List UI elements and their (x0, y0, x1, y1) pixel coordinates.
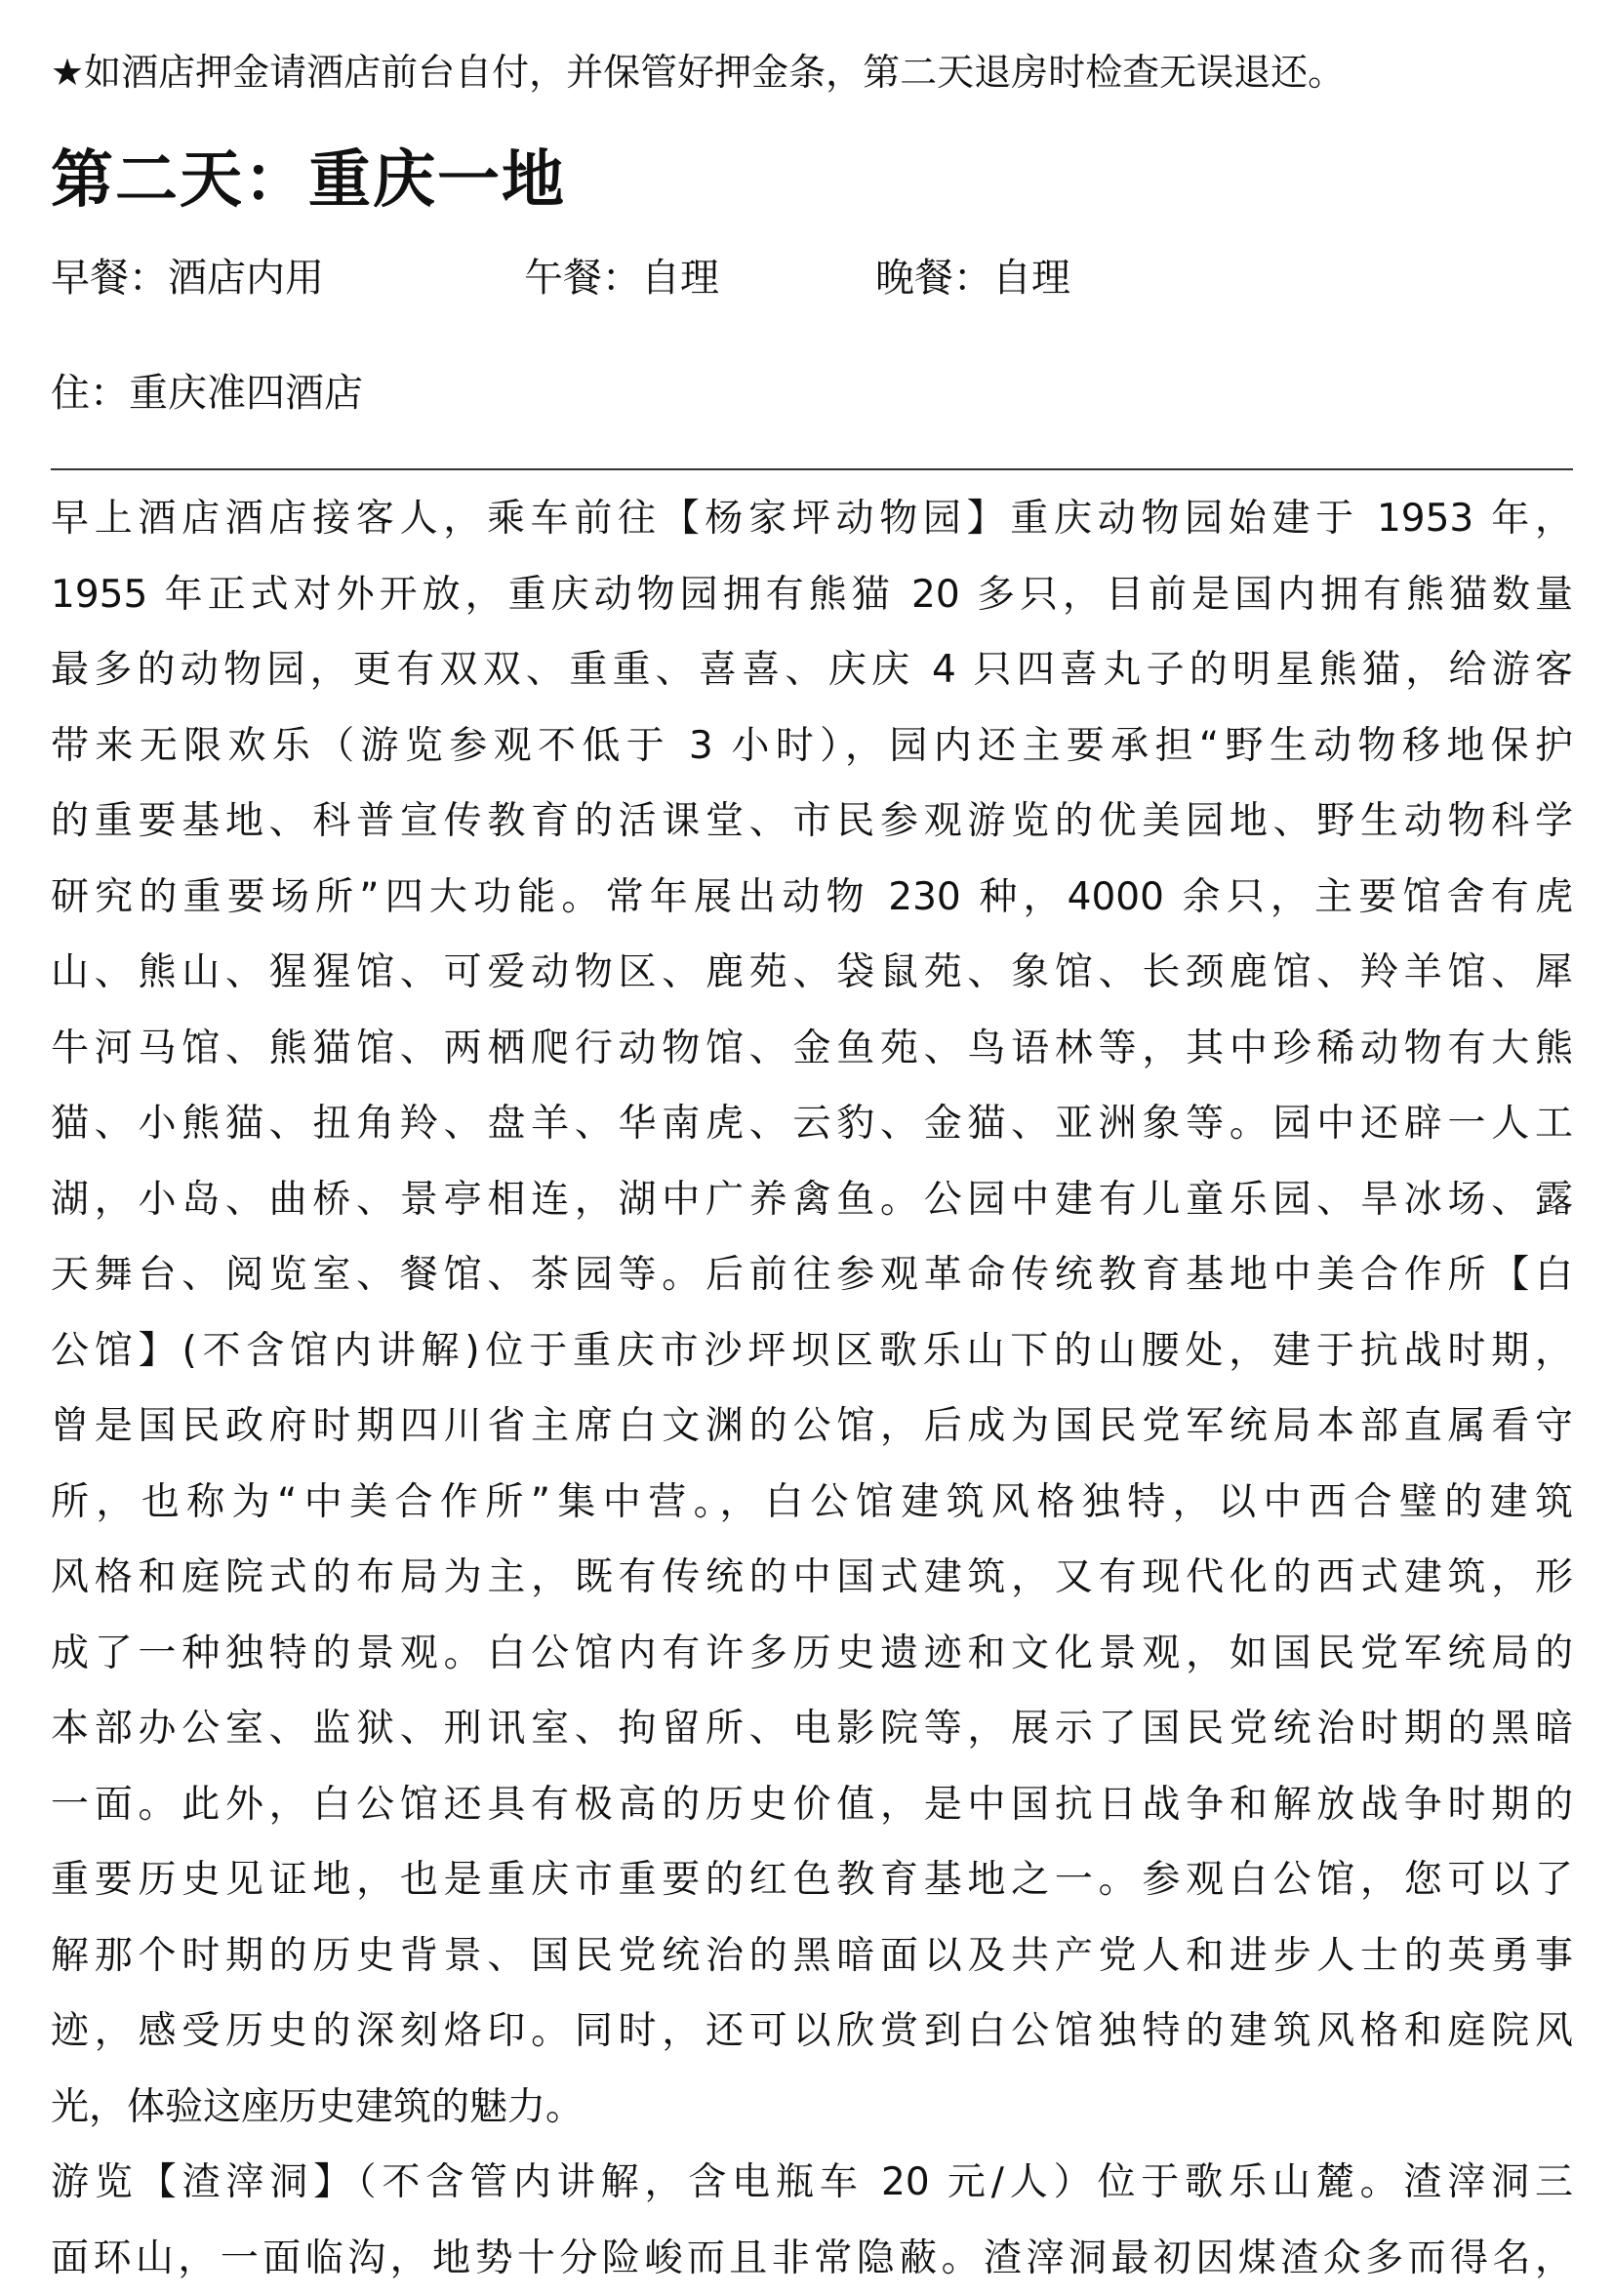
itinerary-description (51, 481, 1573, 2296)
day-title: 第二天：重庆一地 (51, 137, 566, 224)
text-line: 游览【渣滓洞】（不含管内讲解，含电瓶车 20 元/人）位于歌乐山麓。渣滓洞三 (51, 2145, 1573, 2221)
text-line: 迹，感受历史的深刻烙印。同时，还可以欣赏到白公馆独特的建筑风格和庭院风 (51, 1994, 1573, 2070)
text-line: 所，也称为“中美合作所”集中营。，白公馆建筑风格独特，以中西合璧的建筑 (51, 1465, 1573, 1541)
hotel-info: 住：重庆准四酒店 (51, 364, 363, 423)
section-divider (51, 468, 1573, 470)
text-line: 带来无限欢乐（游览参观不低于 3 小时），园内还主要承担“野生动物移地保护 (51, 708, 1573, 785)
text-line: 解那个时期的历史背景、国民党统治的黑暗面以及共产党人和进步人士的英勇事 (51, 1918, 1573, 1994)
text-line: 的重要基地、科普宣传教育的活课堂、市民参观游览的优美园地、野生动物科学 (51, 784, 1573, 860)
text-line: 猫、小熊猫、扭角羚、盘羊、华南虎、云豹、金猫、亚洲象等。园中还辟一人工 (51, 1086, 1573, 1162)
text-line: 本部办公室、监狱、刑讯室、拘留所、电影院等，展示了国民党统治时期的黑暗 (51, 1691, 1573, 1767)
text-line: 早上酒店酒店接客人，乘车前往【杨家坪动物园】重庆动物园始建于 1953 年， (51, 481, 1573, 557)
deposit-notice: ★如酒店押金请酒店前台自付，并保管好押金条，第二天退房时检查无误退还。 (51, 43, 1345, 101)
lunch-info: 午餐：自理 (524, 249, 719, 307)
dinner-info: 晚餐：自理 (875, 249, 1070, 307)
breakfast-info: 早餐：酒店内用 (51, 249, 324, 307)
text-line: 风格和庭院式的布局为主，既有传统的中国式建筑，又有现代化的西式建筑，形 (51, 1540, 1573, 1616)
text-line: 成了一种独特的景观。白公馆内有许多历史遗迹和文化景观，如国民党军统局的 (51, 1616, 1573, 1692)
text-line: 天舞台、阅览室、餐馆、茶园等。后前往参观革命传统教育基地中美合作所【白 (51, 1237, 1573, 1313)
text-line: 公馆】(不含馆内讲解)位于重庆市沙坪坝区歌乐山下的山腰处，建于抗战时期， (51, 1313, 1573, 1390)
text-line: 1955 年正式对外开放，重庆动物园拥有熊猫 20 多只，目前是国内拥有熊猫数量 (51, 557, 1573, 633)
text-line: 研究的重要场所”四大功能。常年展出动物 230 种，4000 余只，主要馆舍有虎 (51, 860, 1573, 936)
text-line: 一面。此外，白公馆还具有极高的历史价值，是中国抗日战争和解放战争时期的 (51, 1767, 1573, 1843)
text-line: 牛河马馆、熊猫馆、两栖爬行动物馆、金鱼苑、鸟语林等，其中珍稀动物有大熊 (51, 1011, 1573, 1087)
text-line: 光，体验这座历史建筑的魅力。 (51, 2070, 1573, 2146)
text-line: 重要历史见证地，也是重庆市重要的红色教育基地之一。参观白公馆，您可以了 (51, 1842, 1573, 1918)
text-line: 湖，小岛、曲桥、景亭相连，湖中广养禽鱼。公园中建有儿童乐园、旱冰场、露 (51, 1162, 1573, 1238)
text-line: 面环山，一面临沟，地势十分险峻而且非常隐蔽。渣滓洞最初因煤渣众多而得名， (51, 2221, 1573, 2296)
text-line: 最多的动物园，更有双双、重重、喜喜、庆庆 4 只四喜丸子的明星熊猫，给游客 (51, 632, 1573, 708)
text-line: 山、熊山、猩猩馆、可爱动物区、鹿苑、袋鼠苑、象馆、长颈鹿馆、羚羊馆、犀 (51, 935, 1573, 1011)
text-line: 曾是国民政府时期四川省主席白文渊的公馆，后成为国民党军统局本部直属看守 (51, 1389, 1573, 1465)
